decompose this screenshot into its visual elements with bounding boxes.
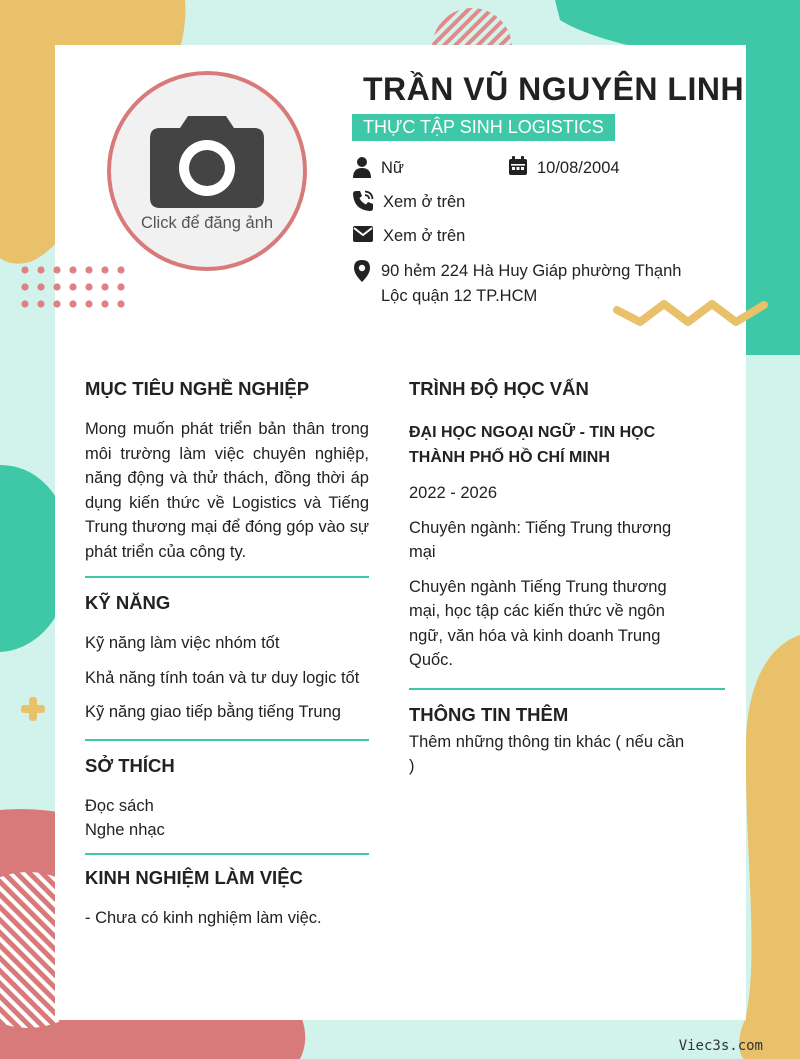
phone-icon [352, 190, 374, 212]
email-value: Xem ở trên [383, 227, 466, 245]
email-row [352, 224, 465, 249]
watermark: Viec3s.com [678, 1038, 763, 1054]
candidate-name: TRẦN VŨ NGUYÊN LINH [363, 71, 745, 107]
birthdate-row [508, 156, 620, 181]
education-major: Chuyên ngành: Tiếng Trung thương mại [409, 518, 672, 561]
objective-text: Mong muốn phát triển bản thân trong môi trường làm việc chuyên nghiệp, năng động và thử thách, đồng thời áp dụng kiến thức về Logistics và Tiếng Trung thương mại để đóng góp vào sự phát triển của công ty. [85, 420, 369, 561]
cv-card [55, 45, 746, 1020]
photo-upload-label: Click để đăng ảnh [140, 213, 274, 232]
hobby-item: Đọc sách [85, 796, 154, 815]
address-value: 90 hẻm 224 Hà Huy Giáp phường Thạnh Lộc quận 12 TP.HCM [381, 262, 682, 305]
birthdate-value: 10/08/2004 [537, 159, 620, 177]
left-column [85, 378, 369, 930]
objective-heading: MỤC TIÊU NGHỀ NGHIỆP [85, 378, 310, 399]
section-divider [85, 576, 369, 578]
skills-heading: KỸ NĂNG [85, 592, 171, 613]
address-row [352, 259, 697, 309]
job-title-badge: THỰC TẬP SINH LOGISTICS [352, 114, 615, 141]
phone-value: Xem ở trên [383, 193, 466, 211]
experience-text: - Chưa có kinh nghiệm làm việc. [85, 908, 322, 927]
envelope-icon [352, 224, 374, 244]
skill-item: Khả năng tính toán và tư duy logic tốt [85, 668, 360, 687]
section-divider [85, 853, 369, 855]
phone-row [352, 190, 465, 215]
education-description: Chuyên ngành Tiếng Trung thương mại, học tập các kiến thức về ngôn ngữ, văn hóa và kinh doanh Trung Quốc. [409, 577, 667, 669]
section-divider [409, 688, 725, 690]
hobby-item: Nghe nhạc [85, 821, 165, 839]
additional-info-text: Thêm những thông tin khác ( nếu cần ) [409, 732, 685, 775]
camera-icon [150, 110, 264, 210]
experience-heading: KINH NGHIỆM LÀM VIỆC [85, 866, 303, 888]
additional-info-heading: THÔNG TIN THÊM [409, 703, 569, 725]
education-years: 2022 - 2026 [409, 484, 498, 502]
yellow-blob-bottom-right [739, 635, 800, 1059]
right-column [409, 378, 694, 779]
school-name: ĐẠI HỌC NGOẠI NGỮ - TIN HỌC THÀNH PHỐ HỒ CHÍ MINH [409, 424, 656, 466]
education-heading: TRÌNH ĐỘ HỌC VẤN [409, 378, 589, 399]
person-icon [352, 156, 372, 178]
skill-item: Kỹ năng làm việc nhóm tốt [85, 634, 280, 652]
gender-value: Nữ [381, 159, 404, 177]
gender-row [352, 156, 404, 181]
hobbies-heading: SỞ THÍCH [85, 754, 175, 776]
map-pin-icon [352, 260, 372, 282]
plus-decoration [21, 697, 45, 721]
photo-upload[interactable] [107, 71, 307, 271]
section-divider [85, 739, 369, 741]
calendar-icon [508, 156, 528, 176]
skill-item: Kỹ năng giao tiếp bằng tiếng Trung [85, 703, 341, 721]
